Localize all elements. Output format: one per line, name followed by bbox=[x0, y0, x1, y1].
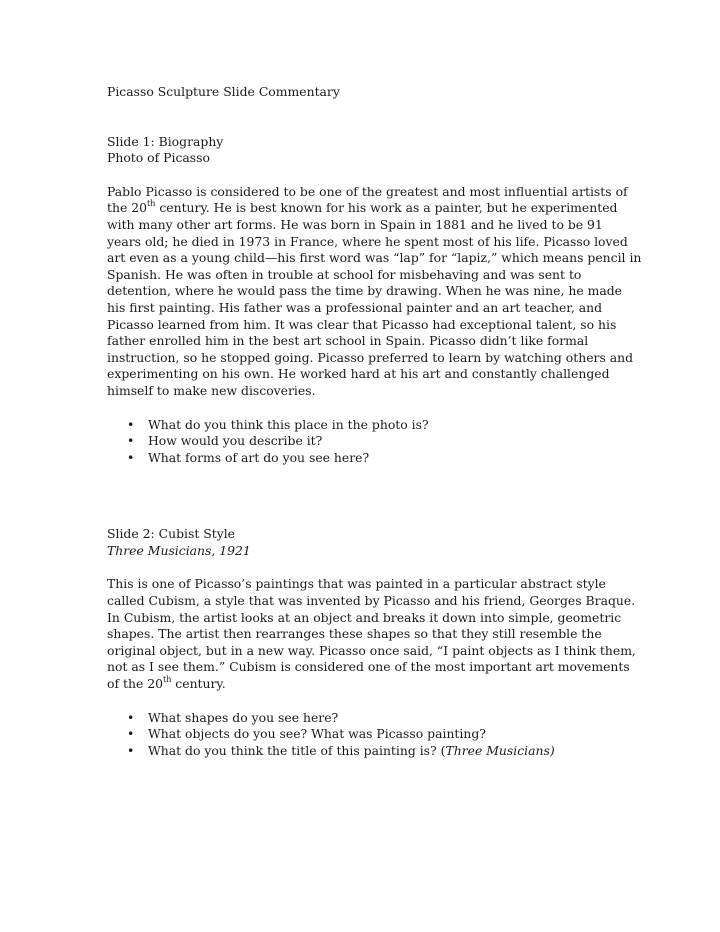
paragraph-line: This is one of Picasso’s paintings that was painted in a particular abstract style bbox=[107, 576, 606, 592]
text-run: the 20 bbox=[107, 200, 147, 216]
paragraph-line: In Cubism, the artist looks at an object and breaks it down into simple, geometric bbox=[107, 609, 622, 625]
paragraph-line: original object, but in a new way. Picasso once said, “I paint objects as I think them, bbox=[107, 642, 636, 658]
painting-title: Three Musicians) bbox=[445, 742, 555, 758]
document-title bbox=[107, 84, 627, 101]
text-run: century. bbox=[171, 676, 226, 692]
paragraph-line: experimenting on his own. He worked hard at his art and constantly challenged bbox=[107, 366, 610, 382]
paragraph-line: called Cubism, a style that was invented by Picasso and his friend, Georges Braque. bbox=[107, 593, 636, 609]
section-spacer bbox=[107, 466, 627, 526]
slide2-subheading: Three Musicians, 1921 bbox=[107, 542, 251, 558]
slide2-paragraph bbox=[107, 576, 636, 692]
question-item: • How would you describe it? bbox=[127, 433, 627, 450]
title-text: Picasso Sculpture Slide Commentary bbox=[107, 84, 340, 99]
text-run: of the 20 bbox=[107, 676, 163, 692]
superscript: th bbox=[147, 199, 156, 209]
slide2-question-list bbox=[107, 710, 627, 760]
paragraph-line: detention, where he would pass the time by drawing. When he was nine, he made bbox=[107, 283, 622, 299]
paragraph-line: Picasso learned from him. It was clear that Picasso had exceptional talent, so his bbox=[107, 316, 617, 332]
slide1-header bbox=[107, 134, 627, 167]
paragraph-line: years old; he died in 1973 in France, where he spent most of his life. Picasso loved bbox=[107, 233, 628, 249]
question-item bbox=[127, 743, 627, 760]
paragraph-line: art even as a young child—his first word was “lap” for “lapiz,” which means pencil in bbox=[107, 250, 642, 266]
text-run: century. He is best known for his work as a painter, but he experimented bbox=[155, 200, 618, 216]
question-item: • What forms of art do you see here? bbox=[127, 450, 627, 467]
question-item: • What objects do you see? What was Picasso painting? bbox=[127, 726, 627, 743]
paragraph-line: shapes. The artist then rearranges these shapes so that they still resemble the bbox=[107, 626, 602, 642]
slide1-question-list bbox=[107, 417, 627, 467]
question-item: • What shapes do you see here? bbox=[127, 710, 627, 727]
paragraph-line: with many other art forms. He was born in Spain in 1881 and he lived to be 91 bbox=[107, 216, 603, 232]
paragraph-line bbox=[107, 200, 627, 217]
slide2-header bbox=[107, 526, 627, 559]
paragraph-line: his first painting. His father was a professional painter and an art teacher, and bbox=[107, 299, 603, 315]
paragraph-line bbox=[107, 676, 627, 693]
paragraph-line: himself to make new discoveries. bbox=[107, 382, 316, 398]
slide1-heading: Slide 1: Biography bbox=[107, 133, 224, 149]
question-item: • What do you think this place in the photo is? bbox=[127, 417, 627, 434]
document-page bbox=[107, 84, 642, 759]
paragraph-line: Pablo Picasso is considered to be one of the greatest and most influential artists of bbox=[107, 183, 628, 199]
paragraph-line: father enrolled him in the best art school in Spain. Picasso didn’t like formal bbox=[107, 333, 589, 349]
text-run: What do you think the title of this painting is? ( bbox=[148, 742, 446, 758]
superscript: th bbox=[162, 674, 172, 684]
slide1-paragraph bbox=[107, 183, 642, 400]
slide2-heading: Slide 2: Cubist Style bbox=[107, 526, 236, 542]
paragraph-line: instruction, so he stopped going. Picasso preferred to learn by watching others and bbox=[107, 349, 634, 365]
paragraph-line: Spanish. He was often in trouble at school for misbehaving and was sent to bbox=[107, 266, 582, 282]
paragraph-line: not as I see them.” Cubism is considered one of the most important art movements bbox=[107, 659, 630, 675]
slide1-subheading: Photo of Picasso bbox=[107, 150, 210, 166]
